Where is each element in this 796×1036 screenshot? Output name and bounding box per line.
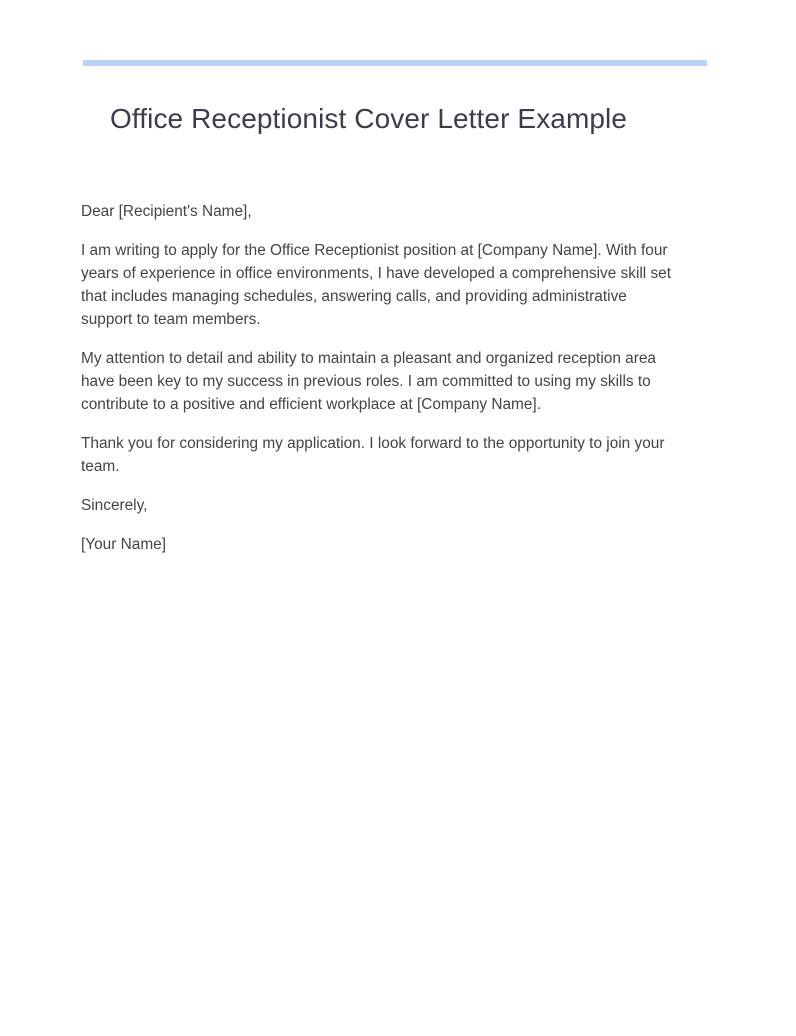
- salutation: Dear [Recipient's Name],: [81, 203, 252, 220]
- page-title: Office Receptionist Cover Letter Example: [110, 103, 628, 134]
- signature: [Your Name]: [81, 536, 166, 553]
- accent-bar: [83, 60, 707, 66]
- paragraph-thanks: Thank you for considering my application. I look forward to the opportunity to join your team.: [81, 435, 665, 475]
- letter-body: [81, 200, 681, 572]
- paragraph-skills: My attention to detail and ability to maintain a pleasant and organized reception area have been key to my success in previous roles. I am committed to using my skills to contribute to a positive and efficient workplace at [Company Name].: [81, 350, 656, 413]
- closing: Sincerely,: [81, 497, 148, 514]
- paragraph-intro: I am writing to apply for the Office Receptionist position at [Company Name]. With four years of experience in office environments, I have developed a comprehensive skill set that includes managing schedules, answering calls, and providing administrative support to team members.: [81, 242, 672, 328]
